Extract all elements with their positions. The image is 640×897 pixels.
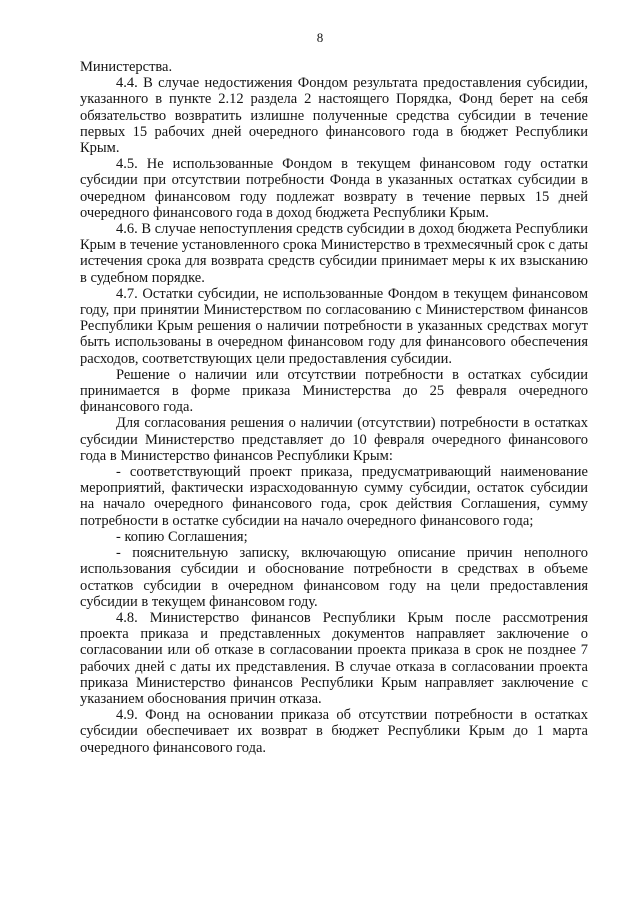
paragraph-4-7: 4.7. Остатки субсидии, не использованные Фондом в текущем финансовом году, при принятии Министерством по согласованию с Министерством финансов Республики Крым решения о наличии потребности в указанных средствах могут быть использованы в очередном финансовом году для финансового обеспечения расходов, соответствующих цели предоставления субсидии. — [80, 285, 588, 367]
paragraph-4-4: 4.4. В случае недостижения Фондом результата предоставления субсидии, указанного в пункте 2.12 раздела 2 настоящего Порядка, Фонд берет на себя обязательство возвратить излишне полученные средства субсидии в течение первых 15 рабочих дней очередного финансового года в бюджет Республики Крым. — [80, 75, 588, 157]
list-item-agreement-copy: - копию Соглашения; — [116, 528, 248, 545]
paragraph-approval: Для согласования решения о наличии (отсутствии) потребности в остатках субсидии Министерство представляет до 10 февраля очередного финансового года в Министерство финансов Республики Крым: — [80, 415, 588, 464]
paragraph-4-9: 4.9. Фонд на основании приказа об отсутствии потребности в остатках субсидии обеспечивает их возврат в бюджет Республики Крым до 1 марта очередного финансового года. — [80, 707, 588, 756]
paragraph-decision: Решение о наличии или отсутствии потребности в остатках субсидии принимается в форме приказа Министерства до 25 февраля очередного финансового года. — [80, 366, 588, 416]
list-item-draft-order: - соответствующий проект приказа, предусматривающий наименование мероприятий, фактически израсходованную сумму субсидии, остаток субсидии на начало очередного финансового года, срок действия Соглашения, сумму потребности в остатке субсидии на начало очередного финансового года; — [80, 464, 588, 529]
list-item-explanatory-note: - пояснительную записку, включающую описание причин неполного использования субсидии и обоснование потребности в средствах в объеме остатков субсидии в очередном финансовом году на цели предоставления субсидии в текущем финансовом году. — [80, 545, 588, 610]
page-number: 8 — [316, 30, 324, 45]
paragraph-continuation: Министерства. — [80, 59, 173, 75]
paragraph-4-8: 4.8. Министерство финансов Республики Крым после рассмотрения проекта приказа и представленных документов направляет заключение о согласовании или об отказе в согласовании проекта приказа в срок не позднее 7 рабочих дней с даты их представления. В случае отказа в согласовании проекта приказа Министерство финансов Республики Крым направляет заключение с указанием обоснования причин отказа. — [80, 609, 588, 707]
document-body — [80, 59, 588, 756]
paragraph-4-6: 4.6. В случае непоступления средств субсидии в доход бюджета Республики Крым в течение установленного срока Министерство в трехмесячный срок с даты истечения срока для возврата средств субсидии принимает меры к их взысканию в судебном порядке. — [80, 221, 588, 286]
paragraph-4-5: 4.5. Не использованные Фондом в текущем финансовом году остатки субсидии при отсутствии потребности Фонда в указанных остатках субсидии в очередном финансовом году подлежат возврату в течение первых 15 дней очередного финансового года в доход бюджета Республики Крым. — [80, 156, 588, 221]
